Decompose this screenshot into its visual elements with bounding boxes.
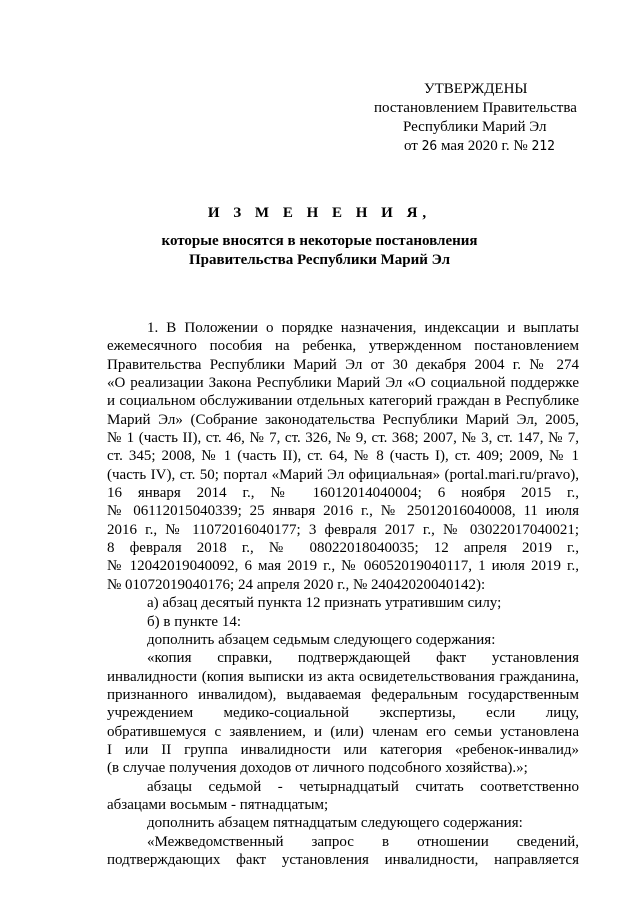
body-line: «копия справки, подтверждающей факт установления bbox=[147, 650, 579, 667]
body-line: абзацы седьмой - четырнадцатый считать соответственно bbox=[147, 778, 579, 795]
body-line: 2016 г., № 11072016040177; 3 февраля 2017 г., № 03022017040021; bbox=[107, 521, 579, 538]
body-line: I или II группа инвалидности или категория «ребенок-инвалид» bbox=[107, 741, 579, 758]
approval-date-prefix: от bbox=[404, 138, 418, 154]
body-line: (часть IV), ст. 50; портал «Марий Эл официальная» (portal.mari.ru/pravo), bbox=[107, 466, 579, 483]
body-line: (в случае получения доходов от личного подсобного хозяйства).»; bbox=[107, 760, 528, 777]
approval-line-2: постановлением Правительства bbox=[374, 100, 577, 116]
document-subtitle bbox=[0, 232, 639, 270]
body-line: б) в пункте 14: bbox=[147, 613, 241, 630]
body-line: учреждением медико-социальной экспертизы, если лицу, bbox=[107, 705, 579, 722]
body-line: инвалидности (копия выписки из акта освидетельствования гражданина, bbox=[107, 668, 579, 685]
document-title: И З М Е Н Е Н И Я, bbox=[207, 205, 432, 221]
body-line: абзацами восьмым - пятнадцатым; bbox=[107, 796, 329, 813]
approval-stamp bbox=[360, 80, 600, 156]
approval-date-number: 212 bbox=[531, 139, 555, 154]
body-line: «Межведомственный запрос в отношении сведений, bbox=[147, 833, 579, 850]
body-line: подтверждающих факт установления инвалидности, направляется bbox=[107, 851, 579, 868]
body-line: № 01072019040176; 24 апреля 2020 г., № 24042020040142): bbox=[107, 576, 486, 593]
body-line: 8 февраля 2018 г., № 08022018040035; 12 апреля 2019 г., bbox=[107, 540, 579, 557]
body-line: Правительства Республики Марий Эл от 30 декабря 2004 г. № 274 bbox=[107, 356, 579, 373]
body-line: признанного инвалидом), выдаваемая федеральным государственным bbox=[107, 686, 579, 703]
approval-date-mid: мая 2020 г. № bbox=[441, 138, 528, 154]
body-line: 1. В Положении о порядке назначения, индексации и выплаты bbox=[147, 320, 579, 336]
body-line: № 12042019040092, 6 мая 2019 г., № 06052019040117, 1 июля 2019 г., bbox=[107, 558, 579, 575]
body-line: обратившемуся с заявлением, и (или) членам его семьи установлена bbox=[107, 723, 579, 740]
body-line: дополнить абзацем седьмым следующего содержания: bbox=[147, 631, 496, 648]
approval-title: УТВЕРЖДЕНЫ bbox=[424, 81, 528, 97]
body-line: дополнить абзацем пятнадцатым следующего содержания: bbox=[147, 815, 523, 832]
subtitle-line: которые вносятся в некоторые постановления bbox=[161, 233, 478, 249]
body-line: Марий Эл» (Собрание законодательства Республики Марий Эл, 2005, bbox=[107, 411, 579, 428]
body-line: а) абзац десятый пункта 12 признать утратившим силу; bbox=[147, 595, 502, 612]
body-line: 16 января 2014 г., № 16012014040004; 6 ноября 2015 г., bbox=[107, 485, 579, 502]
body-line: ежемесячного пособия на ребенка, утвержденном постановлением bbox=[107, 338, 579, 355]
approval-date-day: 26 bbox=[421, 139, 438, 154]
body-line: «О реализации Закона Республики Марий Эл «О социальной поддержке bbox=[107, 375, 579, 392]
body-line: № 1 (часть II), ст. 46, № 7, ст. 326, № 9, ст. 368; 2007, № 3, ст. 147, № 7, bbox=[107, 430, 579, 447]
approval-line-3: Республики Марий Эл bbox=[403, 119, 547, 135]
body-line: и социальном обслуживании отдельных категорий граждан в Республике bbox=[107, 393, 579, 410]
body-line: ст. 345; 2008, № 1 (часть II), ст. 64, № 8 (часть I), ст. 409; 2009, № 1 bbox=[107, 448, 579, 465]
body-line: № 06112015040339; 25 января 2016 г., № 25012016040008, 11 июля bbox=[107, 503, 579, 520]
document-body bbox=[107, 319, 579, 869]
approval-date-line bbox=[360, 137, 600, 156]
subtitle-line: Правительства Республики Марий Эл bbox=[188, 252, 451, 268]
